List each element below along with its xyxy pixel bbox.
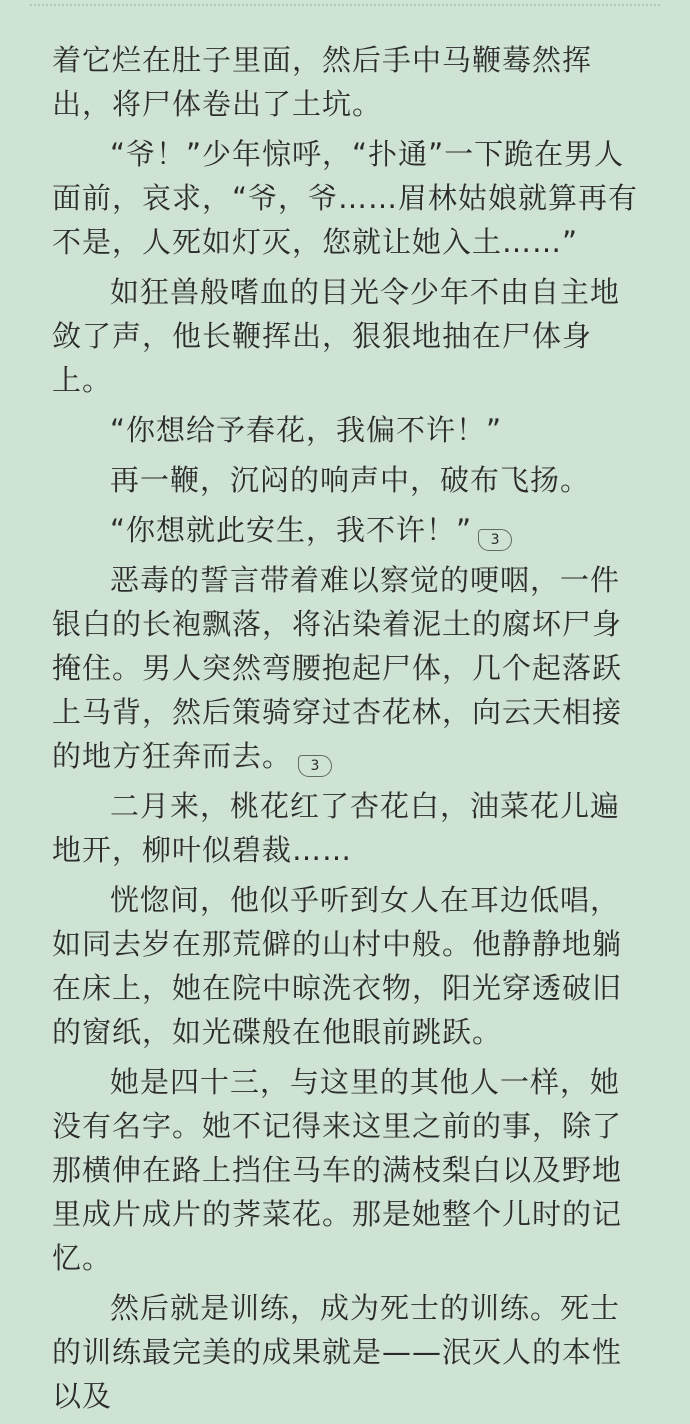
paragraph-text: 着它烂在肚子里面，然后手中马鞭蓦然挥出，将尸体卷出了土坑。 [52, 43, 593, 121]
comment-count-badge[interactable]: 3 [478, 529, 512, 551]
paragraph-10 [52, 1060, 642, 1280]
reader-content [52, 38, 642, 1424]
paragraph-5 [52, 458, 642, 502]
paragraph-text: 再一鞭，沉闷的响声中，破布飞扬。 [110, 463, 591, 497]
paragraph-text: 恶毒的誓言带着难以察觉的哽咽，一件银白的长袍飘落，将沾染着泥土的腐坏尸身掩住。男人突然弯腰抱起尸体，几个起落跃上马背，然后策骑穿过杏花林，向云天相接的地方狂奔而去。 [52, 563, 623, 773]
paragraph-text: 然后就是训练，成为死士的训练。死士的训练最完美的成果就是——泯灭人的本性以及 [52, 1291, 623, 1413]
paragraph-1 [52, 38, 642, 126]
paragraph-2 [52, 132, 642, 264]
comment-count-badge[interactable]: 3 [298, 755, 332, 777]
paragraph-text: 二月来，桃花红了杏花白，油菜花儿遍地开，柳叶似碧裁…… [52, 789, 621, 867]
paragraph-8 [52, 784, 642, 872]
paragraph-6 [52, 508, 642, 552]
paragraph-text: 恍惚间，他似乎听到女人在耳边低唱，如同去岁在那荒僻的山村中般。他静静地躺在床上，她在院中晾洗衣物，阳光穿透破旧的窗纸，如光碟般在他眼前跳跃。 [52, 883, 623, 1049]
paragraph-7 [52, 558, 642, 778]
paragraph-text: “你想给予春花，我偏不许！” [110, 413, 503, 447]
paragraph-9 [52, 878, 642, 1054]
paragraph-text: “你想就此安生，我不许！” [110, 513, 473, 547]
paragraph-text: 她是四十三，与这里的其他人一样，她没有名字。她不记得来这里之前的事，除了那横伸在路上挡住马车的满枝梨白以及野地里成片成片的荠菜花。那是她整个儿时的记忆。 [52, 1065, 623, 1275]
paragraph-4 [52, 408, 642, 452]
top-divider [30, 4, 660, 6]
paragraph-text: “爷！”少年惊呼，“扑通”一下跪在男人面前，哀求，“爷，爷……眉林姑娘就算再有不是，人死如灯灭，您就让她入土……” [52, 137, 639, 259]
paragraph-11 [52, 1286, 642, 1418]
paragraph-text: 如狂兽般嗜血的目光令少年不由自主地敛了声，他长鞭挥出，狠狠地抽在尸体身上。 [52, 275, 621, 397]
paragraph-3 [52, 270, 642, 402]
